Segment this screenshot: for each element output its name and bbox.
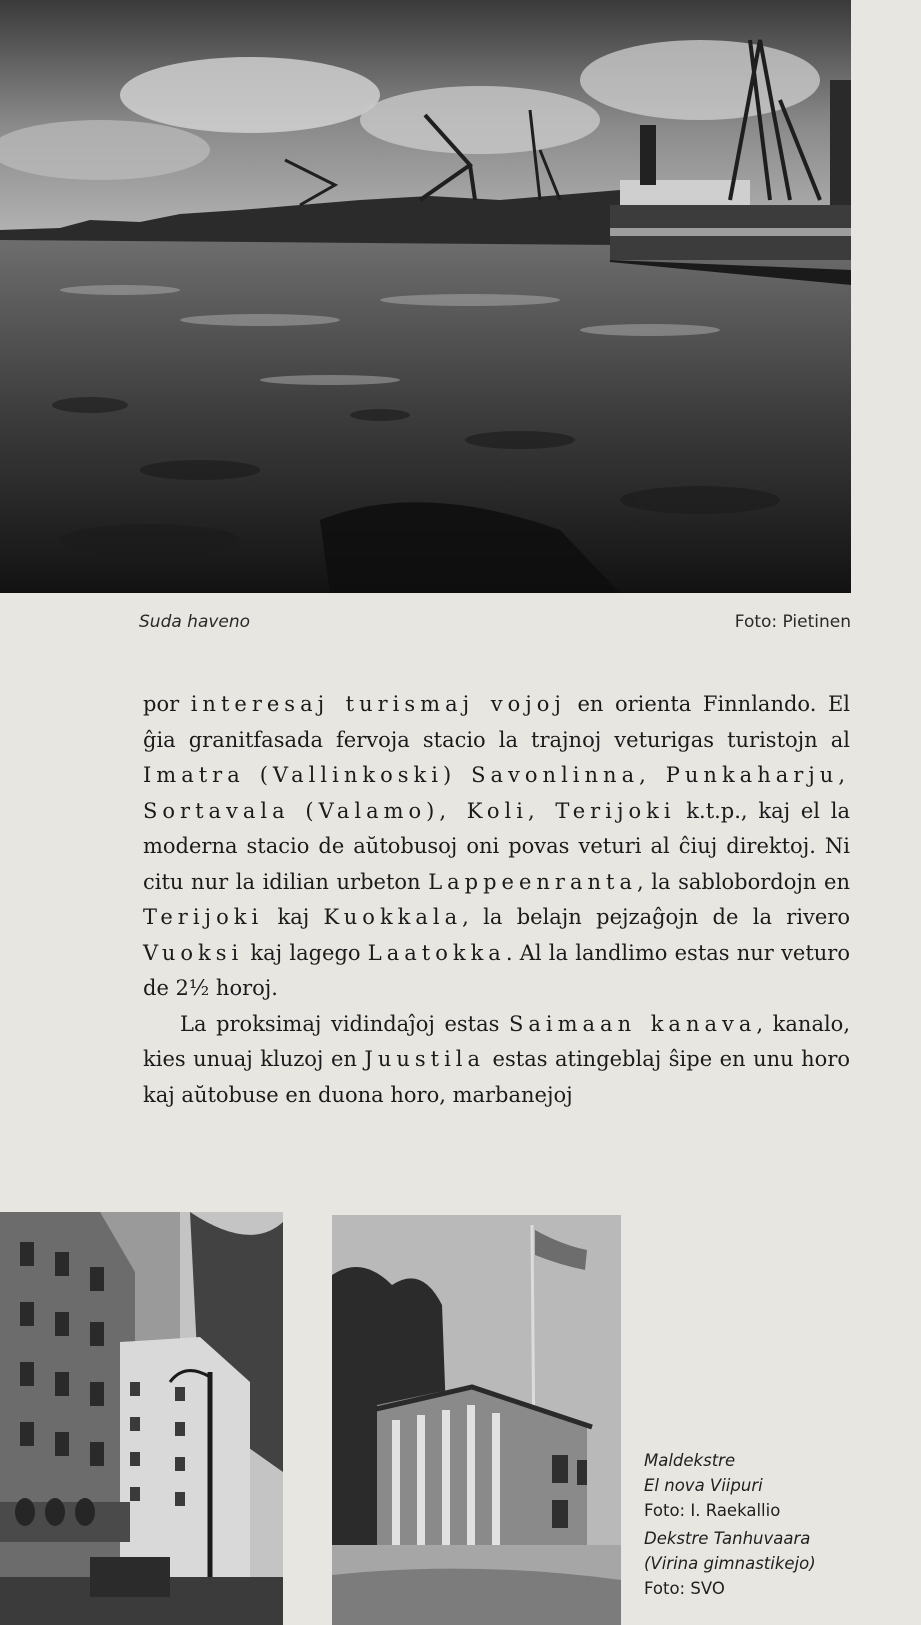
spaced-place-name: Vuoksi xyxy=(143,940,244,965)
spaced-place-name: Terijoki xyxy=(143,905,264,929)
text-run: k.t.p., kaj el la moderna stacio de aŭtobusoj oni povas veturi al ĉiuj direktoj. Ni citu nur la idilian urbeton xyxy=(143,798,850,894)
spaced-text: interesaj turismaj vojoj xyxy=(190,692,566,716)
caption-title: Dekstre Tanhuvaara xyxy=(644,1529,811,1548)
harbor-photo-credit: Foto: Pietinen xyxy=(734,612,851,632)
harbor-photo xyxy=(0,0,851,593)
caption-title: Maldekstre xyxy=(644,1451,736,1470)
text-run: por xyxy=(143,692,191,716)
spaced-place-name: Juustila xyxy=(364,1047,486,1071)
spaced-place-names: Imatra (Vallinkoski) Savonlinna, Punkaharju, Sortavala (Valamo), Koli, Terijoki xyxy=(143,763,850,823)
text-run: , la belajn pejzaĝojn de la rivero xyxy=(462,905,851,929)
caption-credit: Foto: I. Raekallio xyxy=(644,1501,781,1520)
text-run: , kanalo, kies unuaj kluzoj en xyxy=(143,1011,850,1071)
spaced-place-name: Lappeenranta xyxy=(428,869,637,894)
text-run: en orienta Finnlando. El ĝia granitfasada fervoja stacio la trajnoj veturigas turistojn al xyxy=(143,692,850,752)
caption-subject: (Virina gimnastikejo) xyxy=(644,1554,816,1573)
text-run: kaj xyxy=(263,905,324,929)
spaced-place-name: Laatokka xyxy=(367,940,506,965)
tanhuvaara-gymnastics-hall-photo xyxy=(332,1215,621,1625)
spaced-place-name: Saimaan kanava xyxy=(509,1011,757,1036)
text-run: , la sablobordojn en xyxy=(636,869,850,894)
harbor-caption: Suda haveno xyxy=(139,612,251,632)
text-run: kaj lagego xyxy=(243,940,368,965)
text-run: estas atingeblaj ŝipe en unu horo kaj aŭtobuse en duona horo, marbanejoj xyxy=(143,1047,851,1107)
harbor-caption-row xyxy=(139,612,851,638)
spaced-place-name: Kuokkala xyxy=(323,905,463,929)
left-photo-caption xyxy=(644,1448,874,1523)
caption-credit: Foto: SVO xyxy=(644,1579,725,1598)
caption-subject: El nova Viipuri xyxy=(644,1476,763,1495)
paragraph-2 xyxy=(143,1007,850,1114)
right-photo-caption xyxy=(644,1526,874,1601)
text-run: . Al la landlimo estas nur veturo de 2½ horoj. xyxy=(143,940,850,1000)
viipuri-buildings-photo xyxy=(0,1212,283,1625)
paragraph-1 xyxy=(143,687,850,1007)
text-run: La proksimaj vidindaĵoj estas xyxy=(180,1011,509,1036)
article-body xyxy=(143,687,850,1113)
